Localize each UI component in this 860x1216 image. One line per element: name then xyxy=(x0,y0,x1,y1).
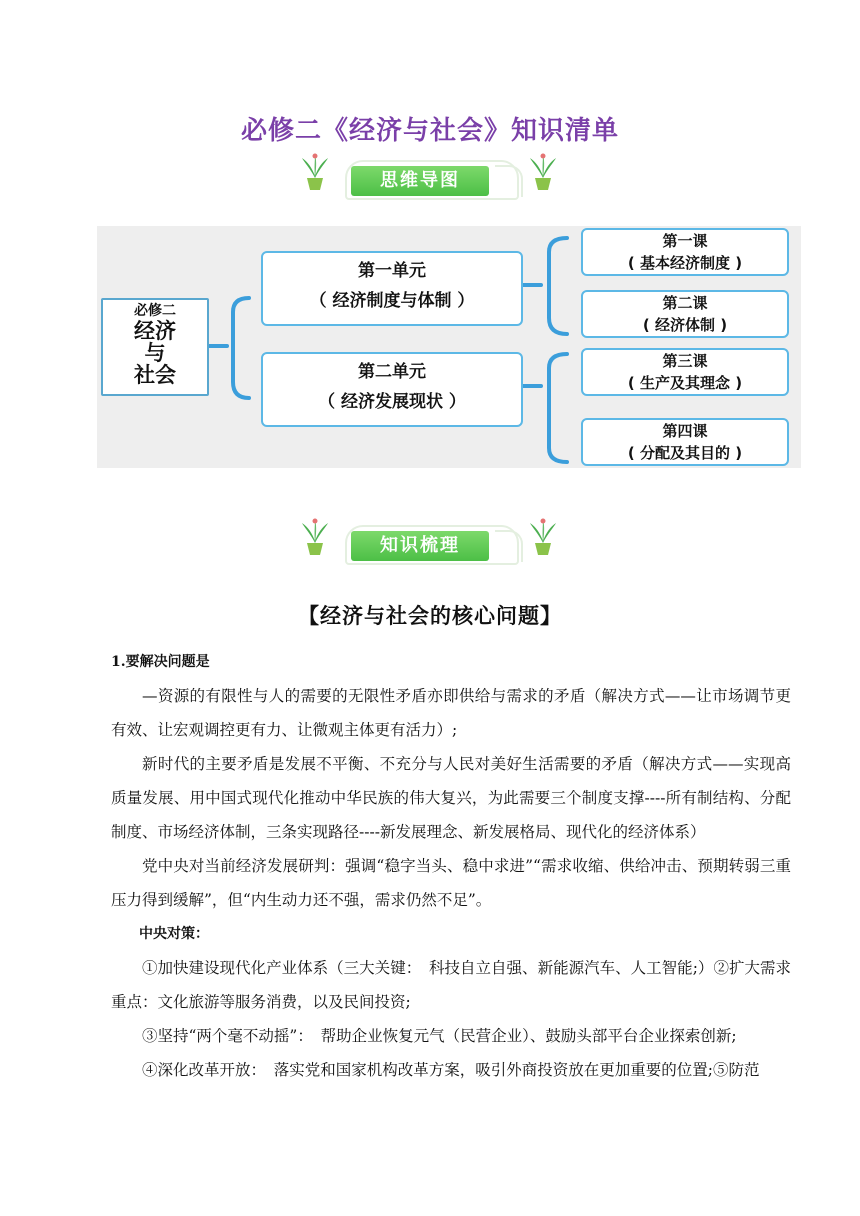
lesson-box xyxy=(581,418,789,466)
banner-hook xyxy=(495,530,523,562)
unit-box xyxy=(261,251,523,326)
knowledge-banner xyxy=(300,517,560,567)
paragraph: ①加快建设现代化产业体系（三大关键： 科技自立自强、新能源汽车、人工智能;）②扩大需求重点：文化旅游等服务消费，以及民间投资; xyxy=(111,959,791,1011)
banner-tab xyxy=(345,525,519,565)
paragraph: ③坚持“两个毫不动摇”： 帮助企业恢复元气（民营企业）、鼓励头部平台企业探索创新; xyxy=(142,1027,737,1045)
lesson-topic: ( 分配及其目的 ) xyxy=(627,444,743,462)
potted-plant-icon xyxy=(528,152,558,192)
root-line4: 社会 xyxy=(134,363,176,387)
lesson-topic: ( 基本经济制度 ) xyxy=(627,254,743,272)
potted-plant-icon xyxy=(528,517,558,557)
potted-plant-icon xyxy=(300,152,330,192)
root-line3: 与 xyxy=(144,341,166,365)
paragraph: ④深化改革开放： 落实党和国家机构改革方案，吸引外商投资放在更加重要的位置;⑤防范 xyxy=(142,1061,760,1079)
banner-hook xyxy=(495,165,523,197)
lesson-topic: ( 经济体制 ) xyxy=(642,316,728,334)
paragraph: 新时代的主要矛盾是发展不平衡、不充分与人民对美好生活需要的矛盾（解决方式——实现高质量发展、用中国式现代化推动中华民族的伟大复兴，为此需要三个制度支撑----所有制结构、分配制度、市场经济体制，三条实现路径----新发展理念、新发展格局、现代化的经济体系） xyxy=(111,755,791,841)
mindmap-banner xyxy=(300,152,560,202)
section-heading: 【经济与社会的核心问题】 xyxy=(298,603,562,628)
question-heading: 1.要解决问题是 xyxy=(111,654,210,670)
lesson-name: 第三课 xyxy=(662,352,708,370)
banner-tab xyxy=(345,160,519,200)
lesson-name: 第四课 xyxy=(662,422,708,440)
banner-label: 知识梳理 xyxy=(351,531,489,561)
strategy-heading: 中央对策： xyxy=(139,926,209,942)
root-line2: 经济 xyxy=(134,319,176,343)
lesson-box xyxy=(581,228,789,276)
banner-label: 思维导图 xyxy=(351,166,489,196)
unit-name: 第一单元 xyxy=(358,261,426,281)
lesson-name: 第一课 xyxy=(662,232,708,250)
mind-map xyxy=(97,226,801,468)
document-title: 必修二《经济与社会》知识清单 xyxy=(240,116,619,146)
unit-topic: （ 经济发展现状 ） xyxy=(318,392,466,412)
paragraph: 党中央对当前经济发展研判：强调“稳字当头、稳中求进”“需求收缩、供给冲击、预期转弱三重压力得到缓解”，但“内生动力还不强，需求仍然不足”。 xyxy=(111,857,791,909)
lesson-topic: ( 生产及其理念 ) xyxy=(627,374,743,392)
root-line1: 必修二 xyxy=(134,303,176,319)
paragraph: —资源的有限性与人的需要的无限性矛盾亦即供给与需求的矛盾（解决方式——让市场调节更有效、让宏观调控更有力、让微观主体更有活力）; xyxy=(111,687,791,739)
unit-name: 第二单元 xyxy=(358,362,426,382)
unit-box xyxy=(261,352,523,427)
mindmap-root xyxy=(101,298,209,396)
unit-topic: （ 经济制度与体制 ） xyxy=(309,291,475,311)
potted-plant-icon xyxy=(300,517,330,557)
lesson-name: 第二课 xyxy=(662,294,708,312)
lesson-box xyxy=(581,290,789,338)
lesson-box xyxy=(581,348,789,396)
body-text xyxy=(111,645,791,1087)
